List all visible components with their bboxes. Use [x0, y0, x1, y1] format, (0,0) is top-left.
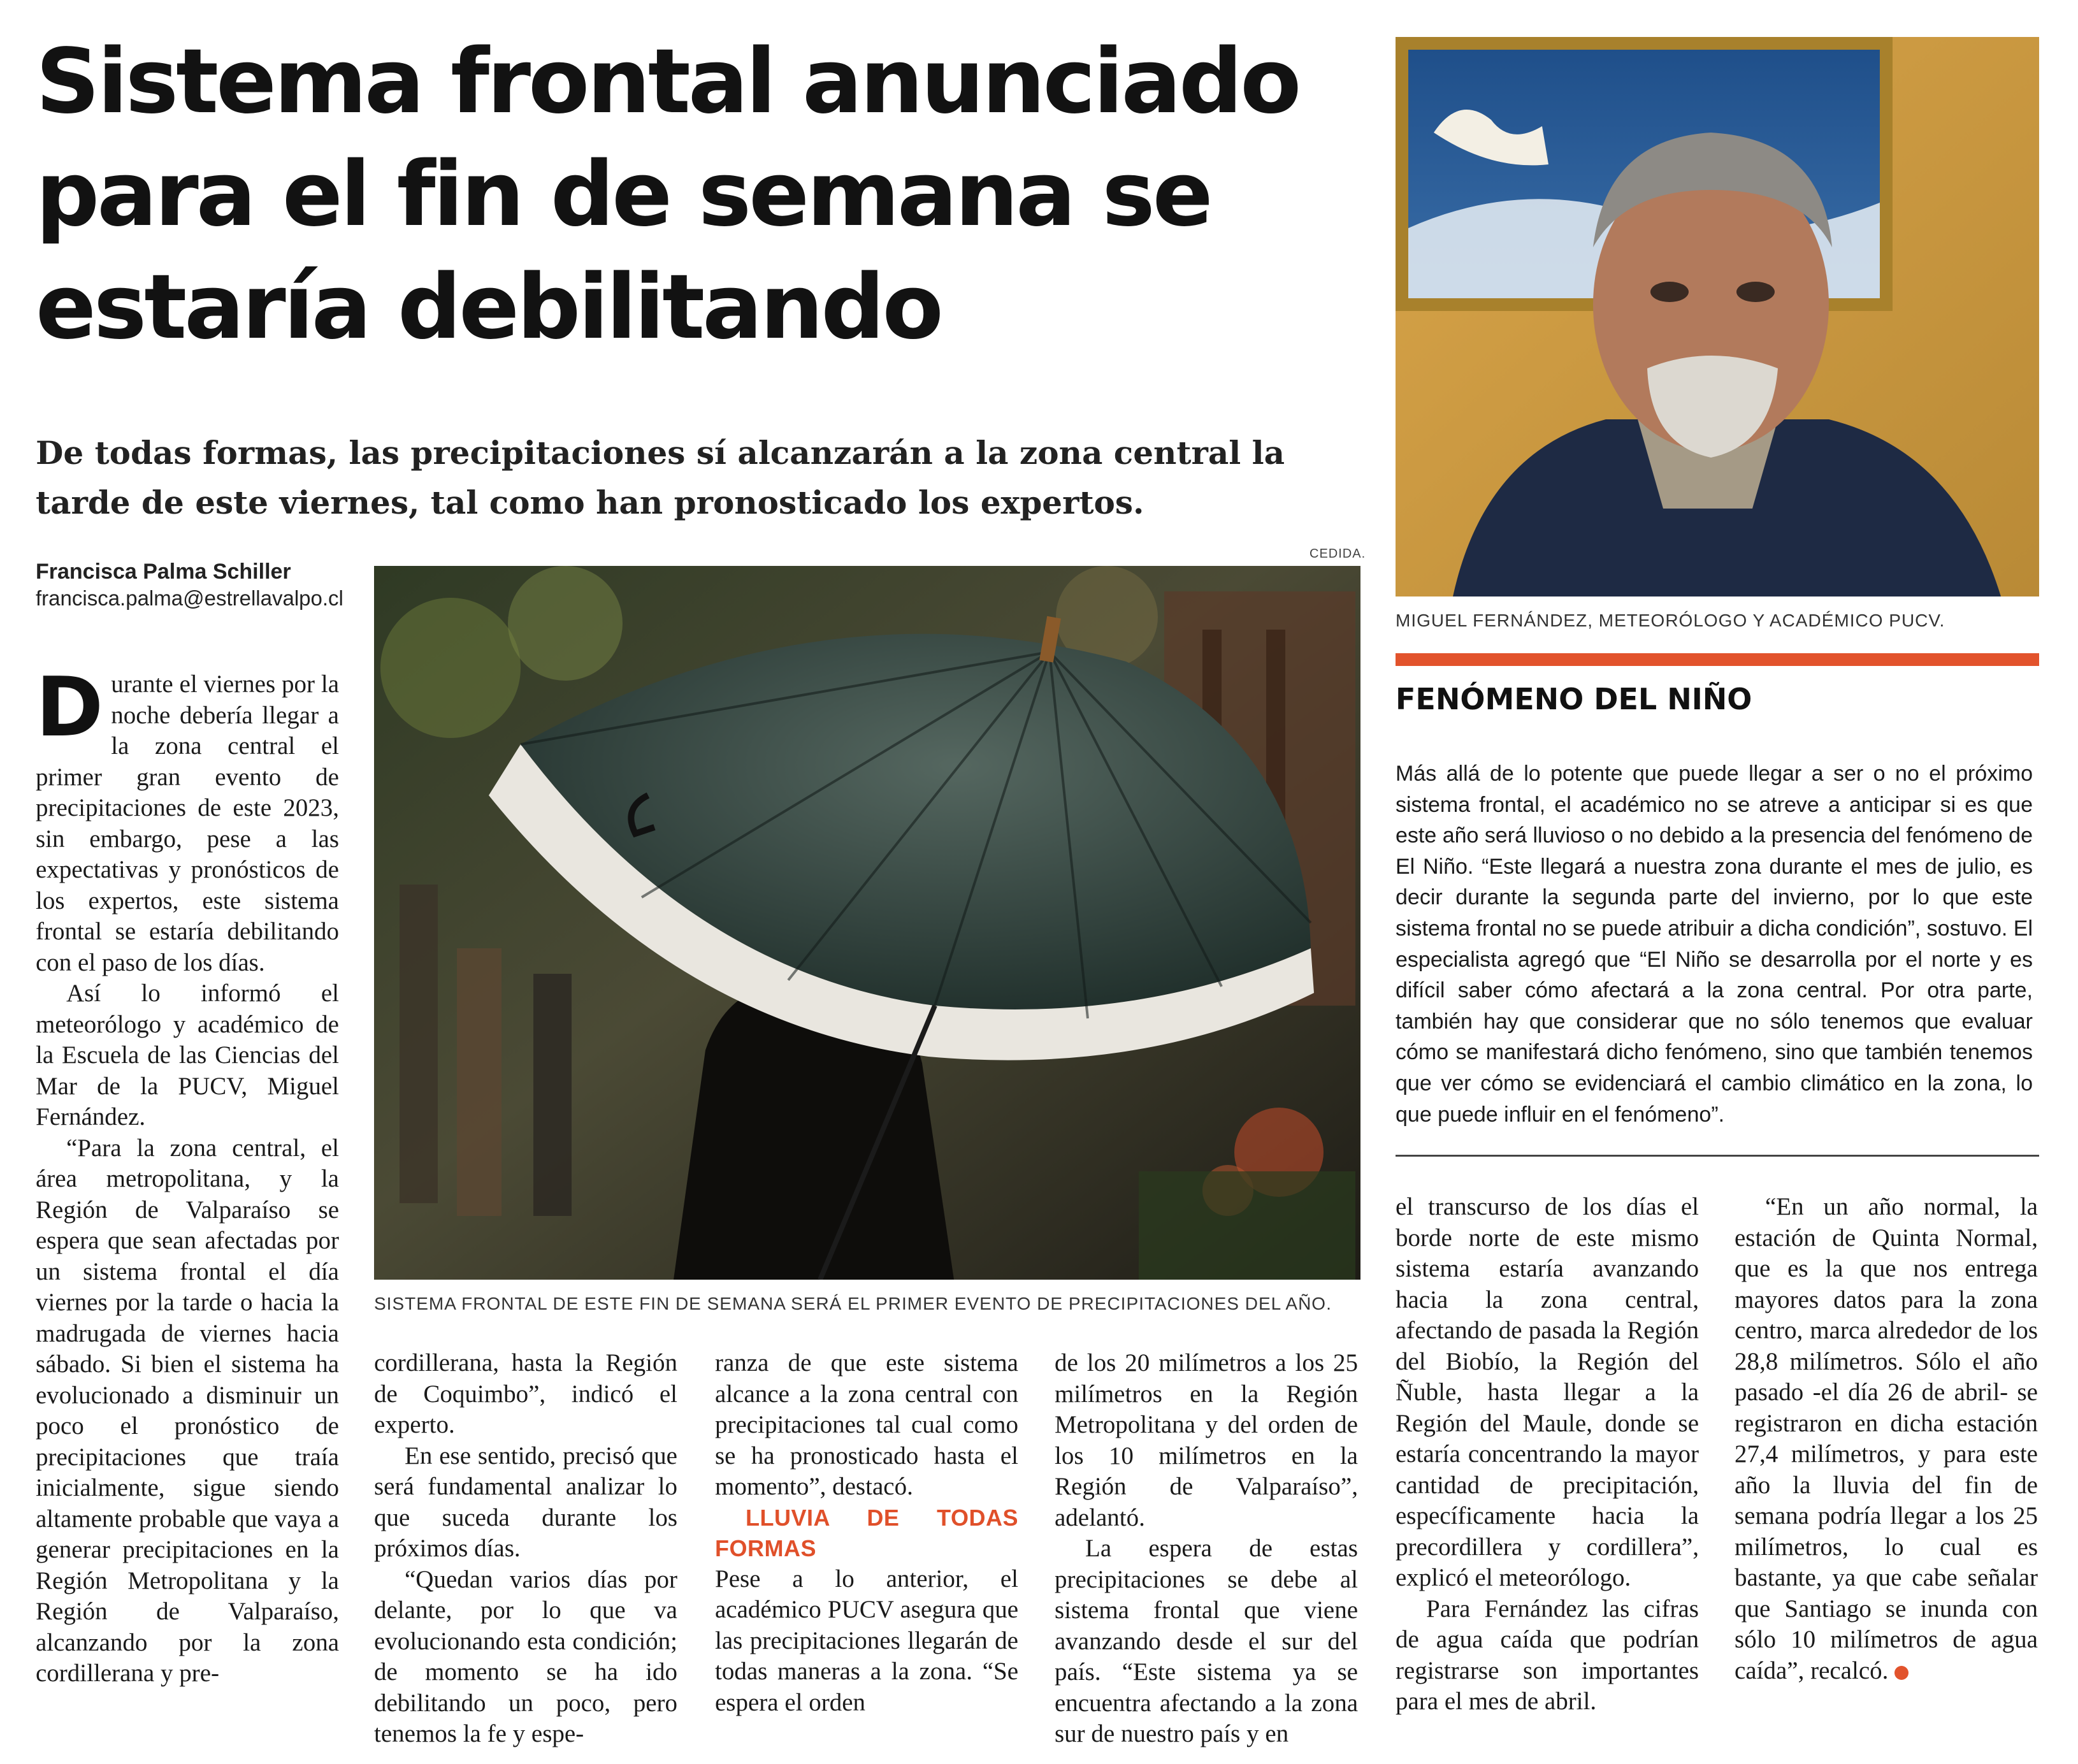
sidebar-accent-rule: [1396, 653, 2039, 666]
drop-cap: D: [36, 669, 104, 755]
deck: De todas formas, las precipitaciones sí alcanzarán a la zona central la tarde de este viernes, tal como han pronosticado los expertos.: [36, 434, 1285, 521]
sidebar-title: FENÓMENO DEL NIÑO: [1396, 682, 1752, 716]
article-paragraph: Pese a lo anterior, el académico PUCV asegura que las precipitaciones llegarán de todas maneras a la zona. “Se espera el orden: [715, 1565, 1018, 1716]
photo-credit: CEDIDA.: [1310, 547, 1366, 561]
article-paragraph: ranza de que este sistema alcance a la zona central con precipitaciones tal cual como se ha pronosticado hasta el momento”, destacó.: [715, 1349, 1018, 1500]
paragraph-text: urante el viernes por la noche debería llegar a la zona central el primer gran evento de precipitaciones de este 2023, sin embargo, pese a las expectativas y pronósticos de los expertos, este sistema frontal se estaría debilitando con el paso de los días.: [36, 670, 339, 976]
section-subhead: LLUVIA DE TODAS FORMAS: [715, 1504, 1018, 1561]
article-paragraph: La espera de estas precipitaciones se debe al sistema frontal que viene avanzando desde el sur del país. “Este sistema ya se encuentra afectando a la zona sur de nuestro país y en: [1055, 1535, 1358, 1747]
article-paragraph: el transcurso de los días el borde norte de este mismo sistema estaría avanzando hacia la zona central, afectando de pasada la Región del Biobío, la Región del Ñuble, hasta llegar a la Región del Maule, donde se estaría concentrando la mayor cantidad de precipitación, específicamente hacia la precordillera y cordillera”, explicó el meteorólogo.: [1396, 1193, 1699, 1591]
article-paragraph: cordillerana, hasta la Región de Coquimbo”, indicó el experto.: [374, 1349, 677, 1438]
article-paragraph: “Para la zona central, el área metropolitana, y la Región de Valparaíso se espera que sean afectadas por un sistema frontal el día viernes por la tarde o hacia la madrugada de viernes hacia sábado. Si bien el sistema ha evolucionado a disminuir un poco el pronóstico de precipitaciones que traía inicialmente, sigue siendo altamente probable que vaya a generar precipitaciones en la Región Metropolitana y la Región de Valparaíso, alcanzando por la zona cordillerana y pre-: [36, 1134, 339, 1687]
author-email[interactable]: francisca.palma@estrellavalpo.cl: [36, 586, 343, 610]
main-photo: [374, 566, 1360, 1280]
umbrella-photo-image: [374, 566, 1360, 1280]
main-photo-caption: SISTEMA FRONTAL DE ESTE FIN DE SEMANA SERÁ EL PRIMER EVENTO DE PRECIPITACIONES DEL AÑO.: [374, 1294, 1332, 1313]
article-paragraph: Para Fernández las cifras de agua caída que podrían registrarse son importantes para el mes de abril.: [1396, 1594, 1699, 1715]
author-name: Francisca Palma Schiller: [36, 560, 291, 584]
article-column-3: [715, 1348, 1018, 1756]
article-column-4: [1055, 1348, 1358, 1756]
portrait-image: [1396, 37, 2039, 596]
circle-end-icon: [1894, 1666, 1908, 1680]
article-column-6: [1735, 1192, 2038, 1756]
portrait-caption: MIGUEL FERNÁNDEZ, METEORÓLOGO Y ACADÉMICO PUCV.: [1396, 611, 1945, 630]
article-column-5: [1396, 1192, 1699, 1756]
article-paragraph: [36, 669, 339, 978]
sidebar-body: Más allá de lo potente que puede llegar a ser o no el próximo sistema frontal, el académico no se atreve a anticipar si es que este año será lluvioso o no debido a la presencia del fenómeno de El Niño. “Este llegará a nuestra zona durante el mes de julio, es decir durante la segunda parte del invierno, por lo que este sistema frontal no se puede atribuir a dicha condición”, sostuvo. El especialista agregó que “El Niño se desarrolla por el norte y es difícil saber cómo afectará a la zona central. Por otra parte, también hay que considerar que no sólo tenemos que evaluar cómo se manifestará dicho fenómeno, sino que también tenemos que ver cómo se evidenciará el cambio climático en la zona, lo que puede influir en el fenómeno”.: [1396, 762, 2033, 1127]
article-column-2: [374, 1348, 677, 1756]
sidebar-bottom-rule: [1396, 1155, 2039, 1157]
article-paragraph: [1735, 1192, 2038, 1686]
paragraph-text: “En un año normal, la estación de Quinta Normal, que es la que nos entrega mayores datos para la zona centro, marca alrededor de los 28,8 milímetros. Sólo el año pasado -el día 26 de abril- se registraron en dicha estación 27,4 milímetros, y para este año la lluvia del fin de semana podría llegar a los 25 milímetros, lo cual es bastante, ya que cabe señalar que Santiago se inunda con sólo 10 milímetros de agua caída”, recalcó.: [1735, 1193, 2038, 1684]
article-paragraph: Así lo informó el meteorólogo y académico de la Escuela de las Ciencias del Mar de la PUCV, Miguel Fernández.: [36, 980, 339, 1131]
article-column-1: [36, 669, 339, 1753]
headline: Sistema frontal anunciado para el fin de semana se estaría debilitando: [36, 30, 1299, 359]
article-paragraph: de los 20 milímetros a los 25 milímetros en la Región Metropolitana y del orden de los 10 milímetros en la Región de Valparaíso”, adelantó.: [1055, 1349, 1358, 1531]
portrait-photo: [1396, 37, 2039, 596]
article-paragraph: “Quedan varios días por delante, por lo que va evolucionando esta condición; de momento se ha ido debilitando un poco, pero tenemos la fe y espe-: [374, 1565, 677, 1747]
article-paragraph: En ese sentido, precisó que será fundamental analizar lo que suceda durante los próximos días.: [374, 1442, 677, 1562]
